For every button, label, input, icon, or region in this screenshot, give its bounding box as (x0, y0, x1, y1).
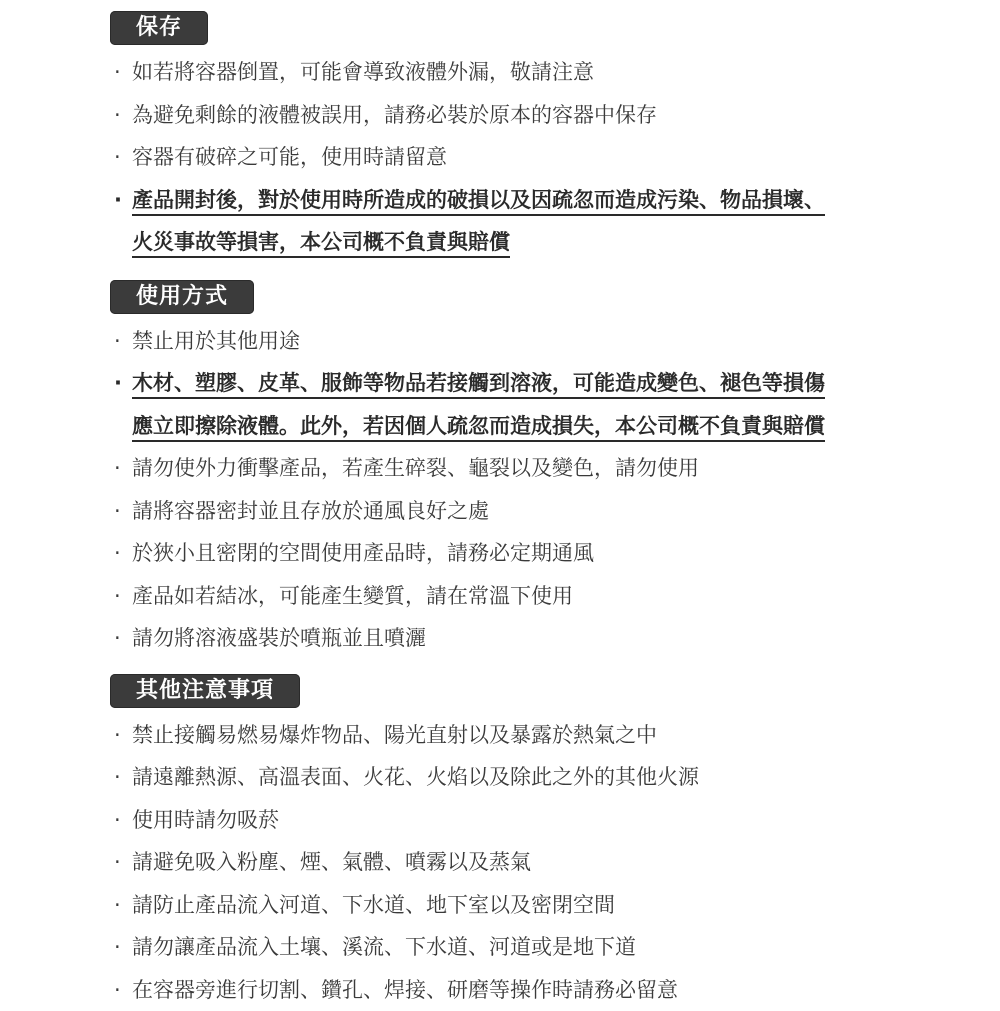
list-item: · 請將容器密封並且存放於通風良好之處 (110, 490, 970, 533)
section-other-notes (110, 674, 970, 1011)
list-item: · 請勿讓產品流入土壤、溪流、下水道、河道或是地下道 (110, 926, 970, 969)
bullet: · (114, 841, 121, 884)
bullet: · (114, 575, 121, 618)
list-item: · 請勿使外力衝擊產品，若產生碎裂、龜裂以及變色，請勿使用 (110, 447, 970, 490)
usage-list (110, 320, 970, 660)
section-title-usage: 使用方式 (110, 280, 254, 314)
list-item: · 使用時請勿吸菸 (110, 799, 970, 842)
list-item: · 禁止接觸易燃易爆炸物品、陽光直射以及暴露於熱氣之中 (110, 714, 970, 757)
bullet: · (114, 362, 122, 405)
bullet: · (114, 884, 121, 927)
other-notes-list (110, 714, 970, 1011)
list-item: · 請避免吸入粉塵、煙、氣體、噴霧以及蒸氣 (110, 841, 970, 884)
list-item: · 請防止產品流入河道、下水道、地下室以及密閉空間 (110, 884, 970, 927)
list-item: · 請勿將溶液盛裝於噴瓶並且噴灑 (110, 617, 970, 660)
emphasis-item-damage (110, 362, 970, 447)
section-usage (110, 280, 970, 660)
bullet: · (114, 926, 121, 969)
bullet: · (114, 320, 121, 363)
list-item: · 容器有破碎之可能，使用時請留意 (110, 136, 970, 179)
section-title-other-notes: 其他注意事項 (110, 674, 300, 708)
emphasis-item-liability (110, 179, 970, 264)
list-item: · 產品如若結冰，可能產生變質，請在常溫下使用 (110, 575, 970, 618)
bullet: · (114, 94, 121, 137)
bullet: · (114, 136, 121, 179)
storage-list (110, 51, 970, 264)
bullet: · (114, 756, 121, 799)
page (110, 11, 970, 1011)
emphasis-line-1: 木材、塑膠、皮革、服飾等物品若接觸到溶液，可能造成變色、褪色等損傷 (132, 362, 825, 405)
section-storage (110, 11, 970, 264)
section-title-storage: 保存 (110, 11, 208, 45)
bullet: · (114, 969, 121, 1011)
list-item: · 為避免剩餘的液體被誤用，請務必裝於原本的容器中保存 (110, 94, 970, 137)
bullet: · (114, 179, 122, 222)
emphasis-line-1: 產品開封後，對於使用時所造成的破損以及因疏忽而造成污染、物品損壞、 (132, 179, 825, 222)
bullet: · (114, 447, 121, 490)
list-item: · 禁止用於其他用途 (110, 320, 970, 363)
emphasis-line-2: 火災事故等損害，本公司概不負責與賠償 (132, 221, 510, 264)
emphasis-line-2: 應立即擦除液體。此外，若因個人疏忽而造成損失，本公司概不負責與賠償 (132, 405, 825, 448)
bullet: · (114, 51, 121, 94)
bullet: · (114, 617, 121, 660)
bullet: · (114, 799, 121, 842)
bullet: · (114, 532, 121, 575)
list-item: · 請遠離熱源、高溫表面、火花、火焰以及除此之外的其他火源 (110, 756, 970, 799)
list-item: · 在容器旁進行切割、鑽孔、焊接、研磨等操作時請務必留意 (110, 969, 970, 1011)
bullet: · (114, 714, 121, 757)
bullet: · (114, 490, 121, 533)
list-item: · 如若將容器倒置，可能會導致液體外漏，敬請注意 (110, 51, 970, 94)
list-item: · 於狹小且密閉的空間使用產品時，請務必定期通風 (110, 532, 970, 575)
